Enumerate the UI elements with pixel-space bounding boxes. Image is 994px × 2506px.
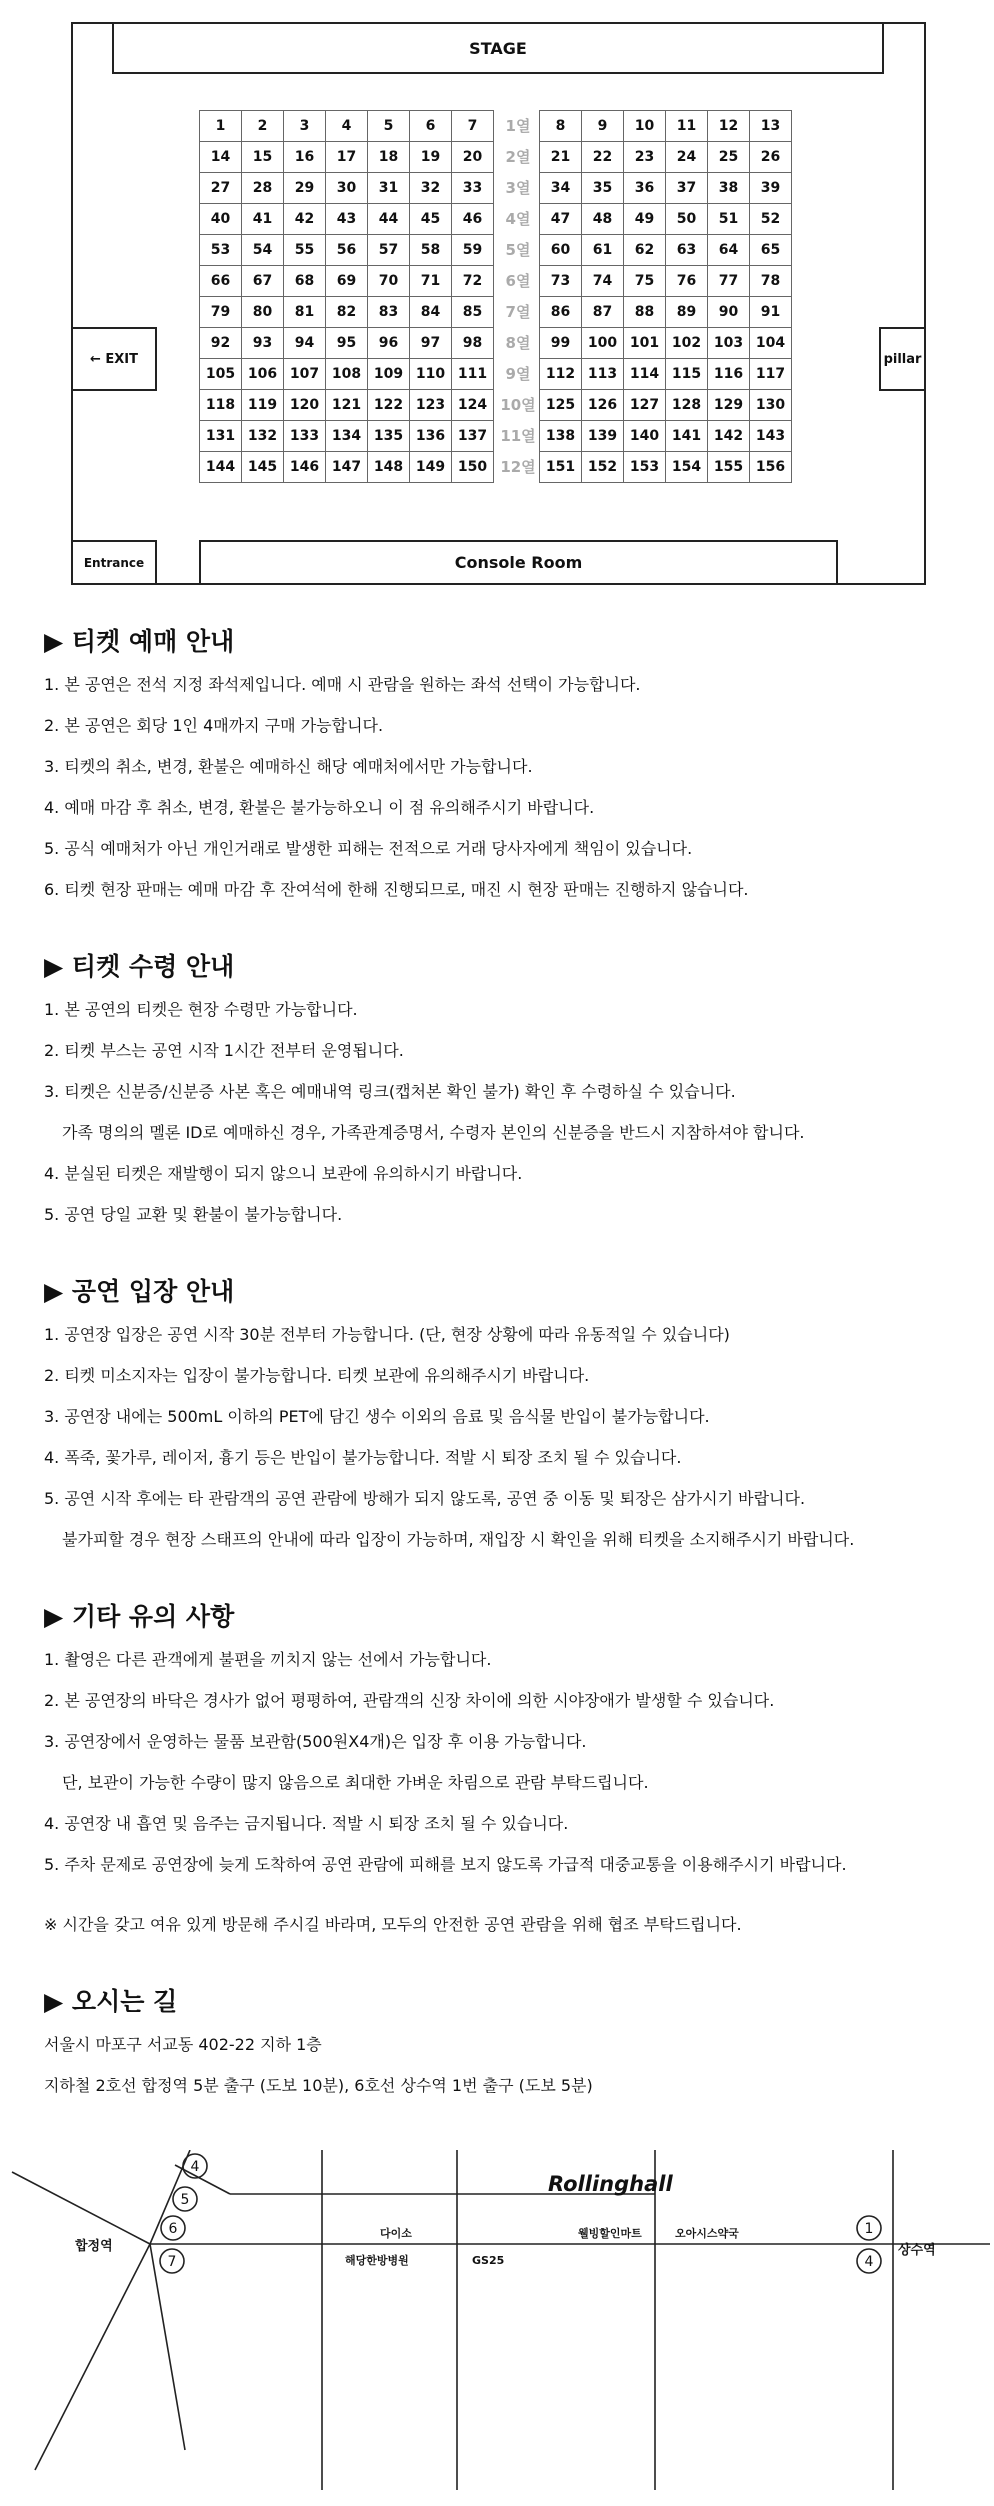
seat-cell: 56	[326, 235, 368, 266]
seat-cell: 148	[368, 452, 410, 483]
seat-row-left	[200, 390, 494, 421]
entry-line: 1. 공연장 입장은 공연 시작 30분 전부터 가능합니다. (단, 현장 상황에 따라 유동적일 수 있습니다)	[44, 1325, 730, 1344]
seat-cell: 125	[540, 390, 582, 421]
seat-cell: 37	[666, 173, 708, 204]
seat-cell: 48	[582, 204, 624, 235]
seat-cell: 79	[200, 297, 242, 328]
seat-cell: 119	[242, 390, 284, 421]
seat-cell: 114	[624, 359, 666, 390]
booking-line: 5. 공식 예매처가 아닌 개인거래로 발생한 피해는 전적으로 거래 당사자에게 책임이 있습니다.	[44, 839, 693, 858]
seat-row-left	[200, 297, 494, 328]
seat-cell: 62	[624, 235, 666, 266]
row-label: 2열	[505, 148, 531, 166]
seat-cell: 30	[326, 173, 368, 204]
seat-cell: 80	[242, 297, 284, 328]
seat-cell: 23	[624, 142, 666, 173]
seat-cell: 55	[284, 235, 326, 266]
seat-cell: 84	[410, 297, 452, 328]
row-label: 11열	[500, 427, 536, 445]
exit-6-number: 6	[168, 2221, 178, 2237]
seat-cell: 14	[200, 142, 242, 173]
section-title-ticket-booking: ▶ 티켓 예매 안내	[44, 627, 235, 656]
seat-cell: 96	[368, 328, 410, 359]
seat-row-left	[200, 235, 494, 266]
seat-cell: 78	[750, 266, 792, 297]
seat-cell: 117	[750, 359, 792, 390]
seat-cell: 95	[326, 328, 368, 359]
seat-cell: 151	[540, 452, 582, 483]
seat-cell: 77	[708, 266, 750, 297]
seat-cell: 41	[242, 204, 284, 235]
seat-cell: 131	[200, 421, 242, 452]
seat-cell: 112	[540, 359, 582, 390]
seat-row-left	[200, 328, 494, 359]
notes-line: 3. 공연장에서 운영하는 물품 보관함(500원X4개)은 입장 후 이용 가능합니다.	[44, 1732, 587, 1751]
seat-cell: 118	[200, 390, 242, 421]
seat-cell: 42	[284, 204, 326, 235]
seat-cell: 104	[750, 328, 792, 359]
seat-cell: 109	[368, 359, 410, 390]
seat-cell: 129	[708, 390, 750, 421]
seat-cell: 74	[582, 266, 624, 297]
exit-label: ← EXIT	[71, 327, 157, 391]
seat-cell: 40	[200, 204, 242, 235]
pickup-line: 2. 티켓 부스는 공연 시작 1시간 전부터 운영됩니다.	[44, 1041, 404, 1060]
row-label: 1열	[505, 117, 531, 135]
seat-cell: 70	[368, 266, 410, 297]
seat-cell: 110	[410, 359, 452, 390]
seat-cell: 73	[540, 266, 582, 297]
seat-cell: 82	[326, 297, 368, 328]
notes-line: 1. 촬영은 다른 관객에게 불편을 끼치지 않는 선에서 가능합니다.	[44, 1650, 492, 1669]
seat-cell: 5	[368, 111, 410, 142]
seat-cell: 9	[582, 111, 624, 142]
notes-line: 4. 공연장 내 흡연 및 음주는 금지됩니다. 적발 시 퇴장 조치 될 수 있습니다.	[44, 1814, 569, 1833]
seat-cell: 139	[582, 421, 624, 452]
seat-cell: 146	[284, 452, 326, 483]
booking-line: 2. 본 공연은 회당 1인 4매까지 구매 가능합니다.	[44, 716, 384, 735]
gs25-label: GS25	[472, 2254, 505, 2267]
console-room-label: Console Room	[199, 540, 838, 585]
seat-cell: 120	[284, 390, 326, 421]
seat-cell: 152	[582, 452, 624, 483]
section-title-entry: ▶ 공연 입장 안내	[44, 1277, 235, 1306]
seat-cell: 143	[750, 421, 792, 452]
seat-cell: 44	[368, 204, 410, 235]
pickup-line: 4. 분실된 티켓은 재발행이 되지 않으니 보관에 유의하시기 바랍니다.	[44, 1164, 523, 1183]
seat-cell: 2	[242, 111, 284, 142]
seat-cell: 85	[452, 297, 494, 328]
seat-cell: 45	[410, 204, 452, 235]
seat-cell: 106	[242, 359, 284, 390]
row-label: 3열	[505, 179, 531, 197]
seat-grid-left	[199, 110, 494, 483]
seat-cell: 59	[452, 235, 494, 266]
seat-row-left	[200, 452, 494, 483]
seat-cell: 116	[708, 359, 750, 390]
seat-cell: 7	[452, 111, 494, 142]
seat-cell: 127	[624, 390, 666, 421]
seat-cell: 32	[410, 173, 452, 204]
seat-cell: 156	[750, 452, 792, 483]
seat-cell: 103	[708, 328, 750, 359]
seat-cell: 71	[410, 266, 452, 297]
seat-row-left	[200, 266, 494, 297]
exit-4b-number: 4	[864, 2254, 874, 2270]
pickup-line: 가족 명의의 멜론 ID로 예매하신 경우, 가족관계증명서, 수령자 본인의 신분증을 반드시 지참하셔야 합니다.	[62, 1123, 805, 1142]
seat-cell: 132	[242, 421, 284, 452]
row-label: 10열	[500, 396, 536, 414]
seat-cell: 17	[326, 142, 368, 173]
row-labels	[497, 110, 539, 482]
seat-cell: 145	[242, 452, 284, 483]
seat-cell: 86	[540, 297, 582, 328]
seat-cell: 63	[666, 235, 708, 266]
seat-cell: 8	[540, 111, 582, 142]
seat-row-left	[200, 204, 494, 235]
seat-cell: 141	[666, 421, 708, 452]
seat-cell: 111	[452, 359, 494, 390]
pickup-line: 1. 본 공연의 티켓은 현장 수령만 가능합니다.	[44, 1000, 358, 1019]
seat-cell: 75	[624, 266, 666, 297]
seat-cell: 90	[708, 297, 750, 328]
seat-cell: 149	[410, 452, 452, 483]
seat-row-left	[200, 111, 494, 142]
seat-cell: 122	[368, 390, 410, 421]
notes-line: 단, 보관이 가능한 수량이 많지 않음으로 최대한 가벼운 차림으로 관람 부탁드립니다.	[62, 1773, 649, 1792]
seat-cell: 123	[410, 390, 452, 421]
seat-cell: 107	[284, 359, 326, 390]
seat-cell: 31	[368, 173, 410, 204]
entry-line: 2. 티켓 미소지자는 입장이 불가능합니다. 티켓 보관에 유의해주시기 바랍니다.	[44, 1366, 590, 1385]
seat-cell: 99	[540, 328, 582, 359]
row-label: 7열	[505, 303, 531, 321]
seat-cell: 154	[666, 452, 708, 483]
row-label: 6열	[505, 272, 531, 290]
seat-cell: 150	[452, 452, 494, 483]
seat-cell: 25	[708, 142, 750, 173]
seat-grid-right	[539, 110, 792, 483]
entry-line: 4. 폭죽, 꽃가루, 레이저, 흉기 등은 반입이 불가능합니다. 적발 시 퇴장 조치 될 수 있습니다.	[44, 1448, 682, 1467]
seat-cell: 51	[708, 204, 750, 235]
row-label: 9열	[505, 365, 531, 383]
oasis-pharmacy-label: 오아시스약국	[675, 2227, 739, 2240]
seat-cell: 22	[582, 142, 624, 173]
seat-cell: 130	[750, 390, 792, 421]
seat-cell: 61	[582, 235, 624, 266]
seat-cell: 35	[582, 173, 624, 204]
seat-cell: 138	[540, 421, 582, 452]
seat-cell: 58	[410, 235, 452, 266]
seat-cell: 6	[410, 111, 452, 142]
seat-cell: 43	[326, 204, 368, 235]
seat-cell: 20	[452, 142, 494, 173]
seat-row-right	[540, 390, 792, 421]
seat-cell: 18	[368, 142, 410, 173]
seat-cell: 93	[242, 328, 284, 359]
seat-cell: 155	[708, 452, 750, 483]
seat-row-right	[540, 297, 792, 328]
seat-cell: 144	[200, 452, 242, 483]
seat-row-left	[200, 359, 494, 390]
seat-cell: 135	[368, 421, 410, 452]
seat-cell: 72	[452, 266, 494, 297]
seat-cell: 1	[200, 111, 242, 142]
seat-row-right	[540, 142, 792, 173]
seat-cell: 52	[750, 204, 792, 235]
seat-cell: 153	[624, 452, 666, 483]
seat-cell: 68	[284, 266, 326, 297]
row-label: 5열	[505, 241, 531, 259]
seat-cell: 83	[368, 297, 410, 328]
seat-cell: 38	[708, 173, 750, 204]
exit-1-number: 1	[864, 2221, 874, 2237]
visit-note: ※ 시간을 갖고 여유 있게 방문해 주시길 바라며, 모두의 안전한 공연 관람을 위해 협조 부탁드립니다.	[44, 1915, 742, 1934]
seat-cell: 27	[200, 173, 242, 204]
entry-line: 불가피할 경우 현장 스태프의 안내에 따라 입장이 가능하며, 재입장 시 확인을 위해 티켓을 소지해주시기 바랍니다.	[62, 1530, 855, 1549]
pickup-line: 3. 티켓은 신분증/신분증 사본 혹은 예매내역 링크(캡처본 확인 불가) 확인 후 수령하실 수 있습니다.	[44, 1082, 736, 1101]
seat-cell: 29	[284, 173, 326, 204]
seat-row-right	[540, 328, 792, 359]
exit-5-number: 5	[180, 2192, 190, 2208]
seat-cell: 81	[284, 297, 326, 328]
seat-cell: 101	[624, 328, 666, 359]
subway-line: 지하철 2호선 합정역 5분 출구 (도보 10분), 6호선 상수역 1번 출구 (도보 5분)	[44, 2076, 593, 2095]
seat-cell: 26	[750, 142, 792, 173]
pickup-line: 5. 공연 당일 교환 및 환불이 불가능합니다.	[44, 1205, 343, 1224]
seat-cell: 140	[624, 421, 666, 452]
seat-cell: 102	[666, 328, 708, 359]
seat-cell: 136	[410, 421, 452, 452]
seat-row-left	[200, 142, 494, 173]
seat-cell: 16	[284, 142, 326, 173]
seat-cell: 133	[284, 421, 326, 452]
seat-cell: 10	[624, 111, 666, 142]
seat-cell: 128	[666, 390, 708, 421]
seat-row-right	[540, 204, 792, 235]
seat-cell: 34	[540, 173, 582, 204]
seat-cell: 124	[452, 390, 494, 421]
wellbeing-mart-label: 웰빙할인마트	[578, 2227, 642, 2240]
seat-cell: 49	[624, 204, 666, 235]
seat-cell: 98	[452, 328, 494, 359]
seat-cell: 11	[666, 111, 708, 142]
seat-cell: 57	[368, 235, 410, 266]
seat-cell: 88	[624, 297, 666, 328]
pillar-label: pillar	[879, 327, 926, 391]
seat-cell: 50	[666, 204, 708, 235]
seat-cell: 134	[326, 421, 368, 452]
seat-cell: 28	[242, 173, 284, 204]
booking-line: 6. 티켓 현장 판매는 예매 마감 후 잔여석에 한해 진행되므로, 매진 시 현장 판매는 진행하지 않습니다.	[44, 880, 749, 899]
entry-line: 3. 공연장 내에는 500mL 이하의 PET에 담긴 생수 이외의 음료 및 음식물 반입이 불가능합니다.	[44, 1407, 710, 1426]
exit-7-number: 7	[167, 2254, 177, 2270]
seat-cell: 60	[540, 235, 582, 266]
seat-cell: 65	[750, 235, 792, 266]
seat-cell: 126	[582, 390, 624, 421]
seat-row-right	[540, 235, 792, 266]
seat-cell: 21	[540, 142, 582, 173]
directions-map	[0, 2150, 994, 2490]
rollinghall-logo: Rollinghall	[548, 2172, 673, 2196]
section-title-other-notes: ▶ 기타 유의 사항	[44, 1602, 235, 1631]
seat-cell: 97	[410, 328, 452, 359]
seat-cell: 15	[242, 142, 284, 173]
seat-cell: 64	[708, 235, 750, 266]
booking-line: 4. 예매 마감 후 취소, 변경, 환불은 불가능하오니 이 점 유의해주시기 바랍니다.	[44, 798, 595, 817]
seat-cell: 54	[242, 235, 284, 266]
seat-cell: 87	[582, 297, 624, 328]
booking-line: 3. 티켓의 취소, 변경, 환불은 예매하신 해당 예매처에서만 가능합니다.	[44, 757, 533, 776]
seat-cell: 66	[200, 266, 242, 297]
seat-cell: 67	[242, 266, 284, 297]
seat-row-left	[200, 173, 494, 204]
seat-cell: 4	[326, 111, 368, 142]
seat-cell: 69	[326, 266, 368, 297]
row-label: 12열	[500, 458, 536, 476]
row-label: 8열	[505, 334, 531, 352]
entry-line: 5. 공연 시작 후에는 타 관람객의 공연 관람에 방해가 되지 않도록, 공연 중 이동 및 퇴장은 삼가시기 바랍니다.	[44, 1489, 806, 1508]
section-title-ticket-pickup: ▶ 티켓 수령 안내	[44, 952, 235, 981]
seat-cell: 39	[750, 173, 792, 204]
seat-cell: 19	[410, 142, 452, 173]
stage-label: STAGE	[112, 22, 884, 74]
seat-cell: 47	[540, 204, 582, 235]
seat-row-left	[200, 421, 494, 452]
seat-row-right	[540, 266, 792, 297]
seat-row-right	[540, 421, 792, 452]
seat-cell: 36	[624, 173, 666, 204]
seat-cell: 91	[750, 297, 792, 328]
seat-row-right	[540, 173, 792, 204]
seat-row-right	[540, 111, 792, 142]
booking-line: 1. 본 공연은 전석 지정 좌석제입니다. 예매 시 관람을 원하는 좌석 선택이 가능합니다.	[44, 675, 641, 694]
section-title-directions: ▶ 오시는 길	[44, 1987, 178, 2016]
exit-4-number: 4	[190, 2159, 200, 2175]
seat-row-right	[540, 359, 792, 390]
seat-cell: 115	[666, 359, 708, 390]
seat-cell: 147	[326, 452, 368, 483]
sangsu-station-label: 상수역	[898, 2243, 936, 2258]
seat-cell: 33	[452, 173, 494, 204]
address-line: 서울시 마포구 서교동 402-22 지하 1층	[44, 2035, 322, 2054]
entrance-label: Entrance	[71, 540, 157, 585]
seat-cell: 92	[200, 328, 242, 359]
seat-cell: 105	[200, 359, 242, 390]
row-label: 4열	[505, 210, 531, 228]
haedang-hospital-label: 해당한방병원	[345, 2254, 409, 2267]
seat-cell: 100	[582, 328, 624, 359]
seat-cell: 46	[452, 204, 494, 235]
seat-row-right	[540, 452, 792, 483]
hapjeong-station-label: 합정역	[75, 2239, 113, 2254]
notes-line: 5. 주차 문제로 공연장에 늦게 도착하여 공연 관람에 피해를 보지 않도록 가급적 대중교통을 이용해주시기 바랍니다.	[44, 1855, 847, 1874]
seat-cell: 121	[326, 390, 368, 421]
notes-line: 2. 본 공연장의 바닥은 경사가 없어 평평하여, 관람객의 신장 차이에 의한 시야장애가 발생할 수 있습니다.	[44, 1691, 775, 1710]
seat-cell: 108	[326, 359, 368, 390]
seat-cell: 76	[666, 266, 708, 297]
seat-cell: 24	[666, 142, 708, 173]
seat-cell: 142	[708, 421, 750, 452]
seat-cell: 13	[750, 111, 792, 142]
seat-cell: 53	[200, 235, 242, 266]
daiso-label: 다이소	[380, 2227, 412, 2240]
seat-cell: 3	[284, 111, 326, 142]
seat-cell: 12	[708, 111, 750, 142]
seat-cell: 137	[452, 421, 494, 452]
seat-cell: 113	[582, 359, 624, 390]
seat-cell: 89	[666, 297, 708, 328]
seat-cell: 94	[284, 328, 326, 359]
